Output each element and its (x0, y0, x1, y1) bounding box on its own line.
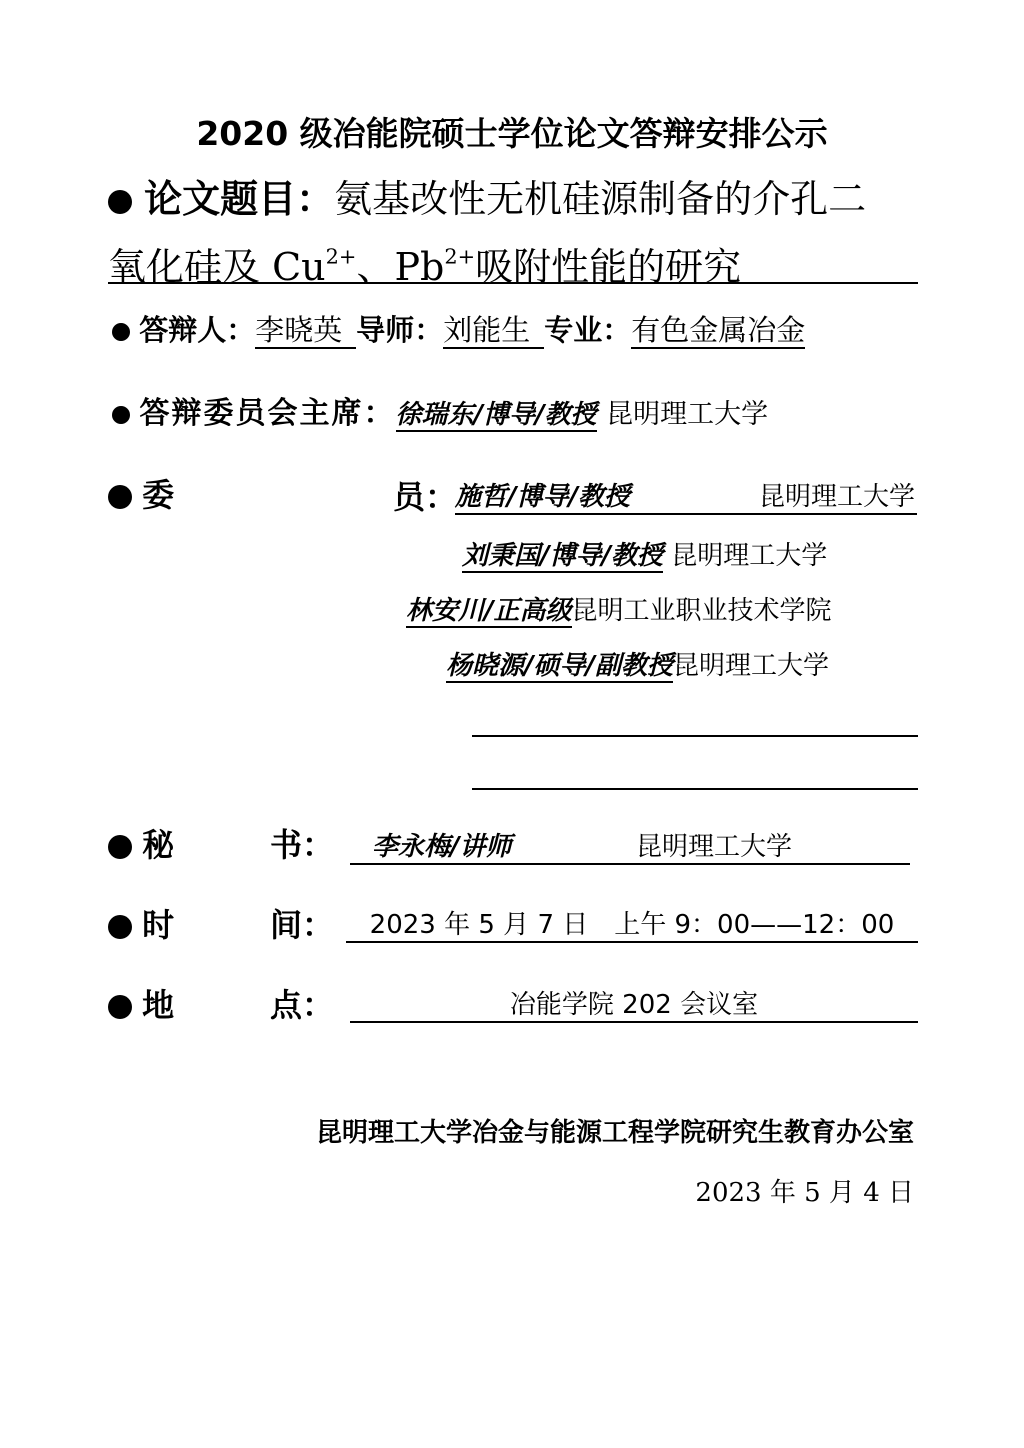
thesis-line2-prefix: 氧化硅及 Cu (108, 245, 326, 289)
chair-label: 答辩委员会主席： (139, 396, 396, 431)
place-value: 冶能学院 202 会议室 (350, 984, 918, 1023)
bullet-icon (108, 190, 132, 214)
member-org: 昆明理工大学 (758, 482, 915, 512)
cu-superscript: 2+ (325, 244, 357, 269)
time-label-a: 时 (142, 906, 175, 944)
time-value: 2023 年 5 月 7 日 上午 9：00——12：00 (346, 904, 918, 943)
place-label-b: 点： (270, 986, 335, 1024)
advisor-name: 刘能生 (443, 313, 544, 349)
bullet-icon (108, 485, 132, 509)
bullet-icon (108, 835, 132, 859)
member-row-3 (406, 590, 832, 627)
thesis-underline (108, 282, 918, 284)
secretary-label-row (108, 820, 174, 866)
secretary-label-b: 书： (270, 826, 335, 864)
issuing-office: 昆明理工大学冶金与能源工程学院研究生教育办公室 (315, 1118, 914, 1148)
secretary-value (350, 826, 910, 865)
thesis-line2-suffix: 吸附性能的研究 (475, 245, 742, 289)
advisor-label: 导师： (356, 313, 444, 347)
blank-line (472, 788, 918, 790)
blank-line (472, 735, 918, 737)
issue-date: 2023 年 5 月 4 日 (695, 1178, 914, 1208)
place-label-a: 地 (142, 986, 175, 1024)
member-org: 昆明理工大学 (673, 651, 830, 681)
thesis-label: 论文题目： (144, 177, 335, 221)
pb-superscript: 2+ (444, 244, 476, 269)
bullet-icon (108, 915, 132, 939)
place-label-row (108, 980, 174, 1026)
thesis-row (108, 168, 866, 223)
member-row-2 (462, 535, 827, 572)
thesis-title-line1: 氨基改性无机硅源制备的介孔二 (334, 177, 867, 221)
member-row-4 (446, 645, 829, 682)
member-org: 昆明理工大学 (671, 541, 828, 571)
thesis-line2-mid: 、Pb (356, 245, 445, 289)
members-label-b: 员： (393, 478, 458, 516)
secretary-name: 李永梅/讲师 (372, 832, 512, 862)
member-org: 昆明工业职业技术学院 (571, 596, 832, 626)
chair-row (112, 388, 768, 432)
members-label-a: 委 (142, 476, 175, 514)
page-title: 2020 级冶能院硕士学位论文答辩安排公示 (196, 114, 828, 153)
secretary-label-a: 秘 (142, 826, 175, 864)
member-name: 杨晓源/硕导/副教授 (446, 651, 673, 681)
member-row-1 (455, 476, 917, 515)
major-label: 专业： (544, 313, 632, 347)
member-name: 刘秉国/博导/教授 (462, 541, 663, 571)
member-name: 施哲/博导/教授 (455, 482, 630, 512)
bullet-icon (112, 406, 130, 424)
time-label-b: 间： (270, 906, 335, 944)
defender-label: 答辩人： (139, 313, 256, 347)
members-label-row (108, 470, 174, 516)
major-name: 有色金属冶金 (631, 313, 806, 347)
defender-row (112, 308, 805, 349)
bullet-icon (108, 995, 132, 1019)
bullet-icon (112, 323, 130, 341)
chair-org: 昆明理工大学 (606, 399, 769, 430)
defender-name: 李晓英 (255, 313, 356, 349)
time-label-row (108, 900, 174, 946)
member-name: 林安川/正高级 (406, 596, 572, 626)
secretary-org: 昆明理工大学 (636, 832, 793, 862)
chair-name: 徐瑞东/博导/教授 (395, 400, 597, 430)
